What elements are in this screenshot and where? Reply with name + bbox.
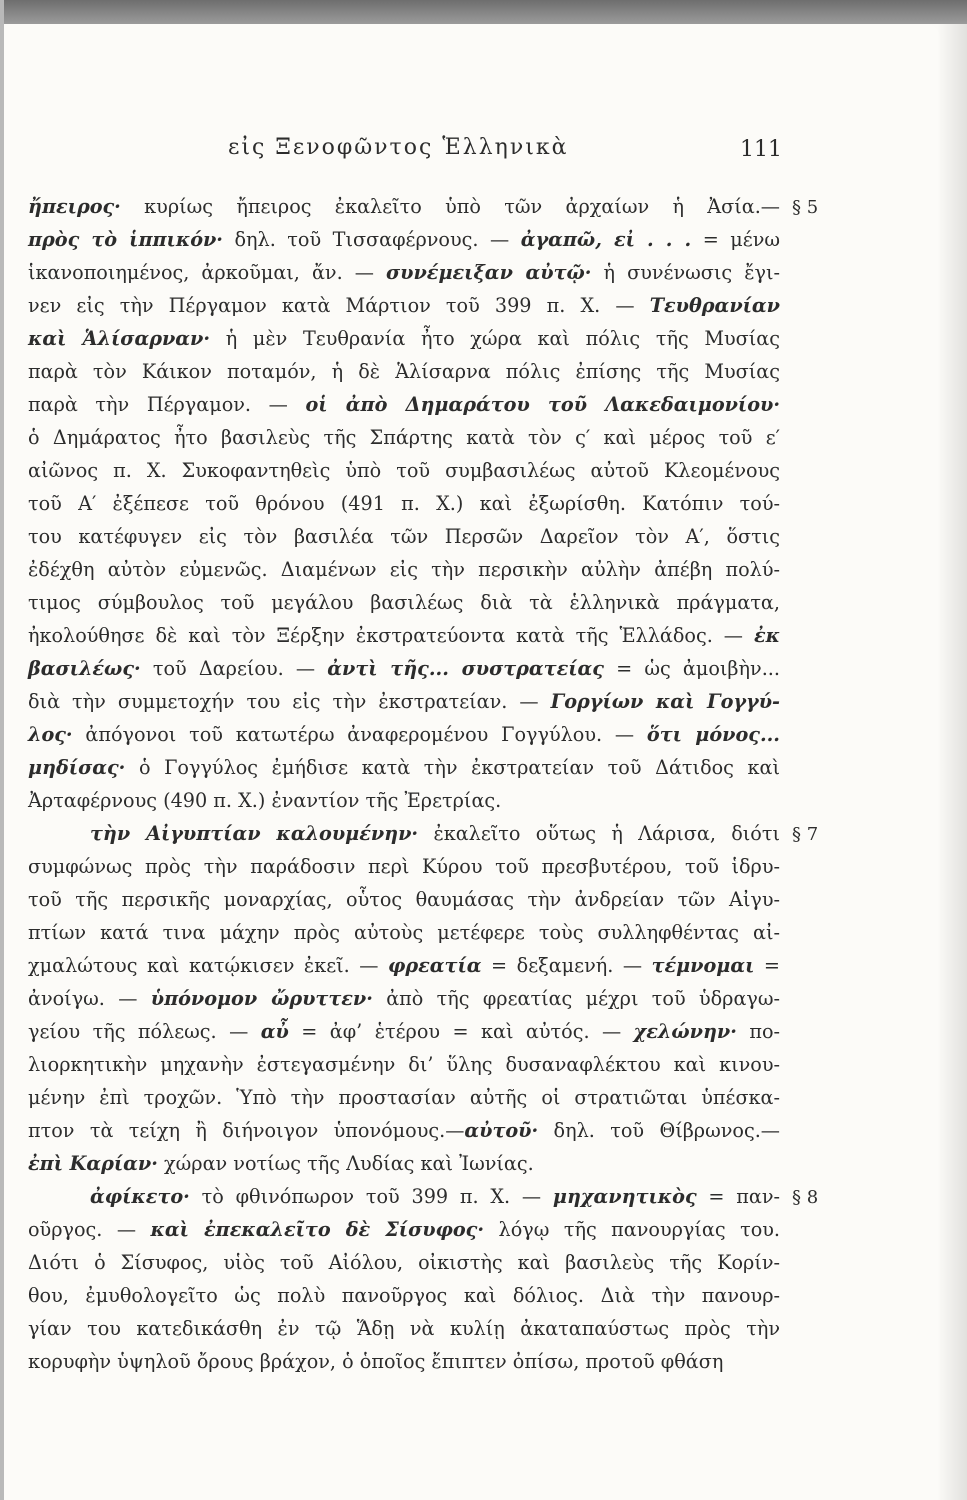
text-span: ἐκαλεῖτο οὕτως ἡ Λάρισα, διότι [418, 822, 780, 845]
text-line [28, 1345, 780, 1378]
text-line [28, 1015, 780, 1048]
lemma: βασιλέως· [28, 657, 141, 680]
text-span: αἰῶνος π. Χ. Συκοφαντηθεὶς ὑπὸ τοῦ συμβασιλέως αὐτοῦ Κλεομένους [28, 459, 780, 482]
text-span: = ἀφ’ ἑτέρου = καὶ αὐτός. — [288, 1020, 634, 1043]
lemma: λος· [28, 723, 73, 746]
text-span: διὰ τὴν συμμετοχήν του εἰς τὴν ἐκστρατείαν. — [28, 690, 551, 713]
lemma: ἀγαπῶ, εἰ . . . [520, 228, 692, 251]
lemma: ὅτι μόνος... [646, 723, 780, 746]
lemma: Τευθρανίαν [649, 294, 780, 317]
text-line [28, 1246, 780, 1279]
text-line [28, 256, 780, 289]
scan-top-edge [0, 0, 967, 24]
text-span: οῦργος. — [28, 1218, 151, 1241]
text-line [28, 1180, 780, 1213]
text-line [28, 850, 780, 883]
section-mark: § 5 [792, 197, 819, 218]
text-line [28, 718, 780, 751]
text-span: λιορκητικὴν μηχανὴν ἐστεγασμένην δι’ ὕλης δυσαναφλέκτου καὶ κινου- [28, 1053, 780, 1076]
lemma: τέμνομαι [651, 954, 755, 977]
text-span: παρὰ τὸν Κάικον ποταμόν, ἡ δὲ Ἁλίσαρνα πόλις ἐπίσης τῆς Μυσίας [28, 360, 780, 383]
page-number: 111 [740, 137, 782, 162]
text-line [28, 454, 780, 487]
text-span: ἠκολούθησε δὲ καὶ τὸν Ξέρξην ἐκστρατεύοντα κατὰ τῆς Ἑλλάδος. — [28, 624, 754, 647]
text-span: πο- [736, 1020, 780, 1043]
text-span: ἱκανοποιημένος, ἀρκοῦμαι, ἄν. — [28, 261, 387, 284]
text-span: πτίων κατά τινα μάχην πρὸς αὐτοὺς μετέφερε τοὺς συλληφθέντας αἰ- [28, 921, 780, 944]
text-span: = [754, 954, 780, 977]
running-head: εἰς Ξενοφῶντος Ἑλληνικὰ [228, 135, 569, 160]
text-span: ἐδέχθη αὐτὸν εὐμενῶς. Διαμένων εἰς τὴν περσικὴν αὐλὴν ἀπέβη πολύ- [28, 558, 780, 581]
text-line [28, 553, 780, 586]
text-line [28, 784, 780, 817]
text-span: ὁ Δημάρατος ἦτο βασιλεὺς τῆς Σπάρτης κατὰ τὸν ς′ καὶ μέρος τοῦ ε′ [28, 426, 780, 449]
text-line [28, 982, 780, 1015]
text-span: θου, ἐμυθολογεῖτο ὡς πολὺ πανοῦργος καὶ δόλιος. Διὰ τὴν πανουρ- [28, 1284, 780, 1307]
lemma: ὑπόνομον ὤρυττεν· [150, 987, 373, 1010]
text-line [28, 190, 780, 223]
section-mark: § 7 [792, 824, 819, 845]
text-span: τοῦ τῆς περσικῆς μοναρχίας, οὗτος θαυμάσας τὴν ἀνδρείαν τῶν Αἰγυ- [28, 888, 780, 911]
text-span: ὁ Γογγύλος ἐμήδισε κατὰ τὴν ἐκστρατείαν τοῦ Δάτιδος καὶ [125, 756, 780, 779]
text-line [28, 652, 780, 685]
page-edge-shadow [937, 24, 967, 1500]
text-span: λόγῳ τῆς πανουργίας του. [484, 1218, 781, 1241]
lemma: ἐπὶ Καρίαν· [28, 1152, 158, 1175]
lemma: πρὸς τὸ ἱππικόν· [28, 228, 223, 251]
text-span: τιμος σύμβουλος τοῦ μεγάλου βασιλέως διὰ τὰ ἑλληνικὰ πράγματα, [28, 591, 780, 614]
lemma: τὴν Αἰγυπτίαν καλουμένην· [90, 822, 419, 845]
text-line [28, 1312, 780, 1345]
text-span: δηλ. τοῦ Τισσαφέρνους. — [223, 228, 521, 251]
text-line [28, 586, 780, 619]
text-span: χώραν νοτίως τῆς Λυδίας καὶ Ἰωνίας. [157, 1152, 534, 1175]
text-line [28, 1114, 780, 1147]
lemma: συνέμειξαν αὐτῷ· [386, 261, 592, 284]
text-line [28, 916, 780, 949]
lemma: μηχανητικὸς [552, 1185, 697, 1208]
text-line [28, 1213, 780, 1246]
lemma: αὖ [260, 1020, 289, 1043]
text-line [28, 883, 780, 916]
text-line [28, 355, 780, 388]
text-span: γείου τῆς πόλεως. — [28, 1020, 261, 1043]
text-span: νεν εἰς τὴν Πέργαμον κατὰ Μάρτιον τοῦ 399 π. Χ. — [28, 294, 650, 317]
text-span: τοῦ Δαρείου. — [140, 657, 328, 680]
text-span: δηλ. τοῦ Θίβρωνος.— [538, 1119, 780, 1142]
body-text [28, 190, 780, 1378]
text-span: γίαν του κατεδικάσθη ἐν τῷ Ἅδῃ νὰ κυλίῃ ἀκαταπαύστως πρὸς τὴν [28, 1317, 780, 1340]
text-span: = ὡς ἀμοιβὴν... [603, 657, 780, 680]
text-span: = μένω [691, 228, 781, 251]
text-line [28, 1279, 780, 1312]
text-span: παρὰ τὴν Πέργαμον. — [28, 393, 306, 416]
lemma: οἱ ἀπὸ Δημαράτου τοῦ Λακεδαιμονίου· [305, 393, 781, 416]
text-line [28, 685, 780, 718]
text-span: του κατέφυγεν εἰς τὸν βασιλέα τῶν Περσῶν Δαρεῖον τὸν Α′, ὅστις [28, 525, 780, 548]
lemma: φρεατία [388, 954, 482, 977]
text-line [28, 1048, 780, 1081]
text-line [28, 487, 780, 520]
text-span: ἡ συνένωσις ἔγι- [591, 261, 780, 284]
text-span: Διότι ὁ Σίσυφος, υἱὸς τοῦ Αἰόλου, οἰκιστὴς καὶ βασιλεὺς τῆς Κορίν- [28, 1251, 780, 1274]
text-line [28, 1147, 780, 1180]
lemma: ἐκ [753, 624, 780, 647]
lemma: μηδίσας· [28, 756, 126, 779]
lemma: ἀφίκετο· [90, 1185, 190, 1208]
text-line [28, 619, 780, 652]
text-line [28, 817, 780, 850]
lemma: ἀντὶ τῆς... συστρατείας [327, 657, 604, 680]
text-line [28, 520, 780, 553]
lemma: χελώνην· [633, 1020, 737, 1043]
lemma: Γοργίων καὶ Γογγύ- [550, 690, 780, 713]
scan-left-edge [0, 0, 4, 1500]
section-mark: § 8 [792, 1187, 819, 1208]
text-span: τοῦ Α′ ἐξέπεσε τοῦ θρόνου (491 π. Χ.) καὶ ἐξωρίσθη. Κατόπιν τού- [28, 492, 780, 515]
text-line [28, 1081, 780, 1114]
text-span: ἀπὸ τῆς φρεατίας μέχρι τοῦ ὑδραγω- [372, 987, 780, 1010]
text-span: ἡ μὲν Τευθρανία ἦτο χώρα καὶ πόλις τῆς Μυσίας [210, 327, 780, 350]
text-span: συμφώνως πρὸς τὴν παράδοσιν περὶ Κύρου τοῦ πρεσβυτέρου, τοῦ ἱδρυ- [28, 855, 780, 878]
text-line [28, 421, 780, 454]
text-span: μένην ἐπὶ τροχῶν. Ὑπὸ τὴν προστασίαν αὐτῆς οἱ στρατιῶται ὑπέσκα- [28, 1086, 780, 1109]
text-line [28, 322, 780, 355]
text-span: ἀπόγονοι τοῦ κατωτέρω ἀναφερομένου Γογγύλου. — [72, 723, 647, 746]
text-line [28, 751, 780, 784]
text-span: τὸ φθινόπωρον τοῦ 399 π. Χ. — [189, 1185, 553, 1208]
text-line [28, 949, 780, 982]
text-line [28, 223, 780, 256]
text-span: χμαλώτους καὶ κατῴκισεν ἐκεῖ. — [28, 954, 388, 977]
text-span: κορυφὴν ὑψηλοῦ ὄρους βράχον, ὁ ὁποῖος ἔπιπτεν ὀπίσω, προτοῦ φθάση [28, 1350, 724, 1373]
lemma: καὶ ἐπεκαλεῖτο δὲ Σίσυφος· [150, 1218, 485, 1241]
lemma: καὶ Ἁλίσαρναν· [28, 327, 211, 350]
text-span: πτον τὰ τείχη ἢ διήνοιγον ὑπονόμους.— [28, 1119, 465, 1142]
text-span: Ἀρταφέρνους (490 π. Χ.) ἐναντίον τῆς Ἐρετρίας. [28, 789, 502, 812]
text-line [28, 388, 780, 421]
text-span: = παν- [696, 1185, 780, 1208]
lemma: αὐτοῦ· [464, 1119, 539, 1142]
lemma: ἤπειρος· [28, 195, 121, 218]
text-span: κυρίως ἤπειρος ἐκαλεῖτο ὑπὸ τῶν ἀρχαίων ἡ Ἀσία.— [120, 195, 780, 218]
text-line [28, 289, 780, 322]
text-span: ἀνοίγω. — [28, 987, 151, 1010]
text-span: = δεξαμενή. — [481, 954, 652, 977]
